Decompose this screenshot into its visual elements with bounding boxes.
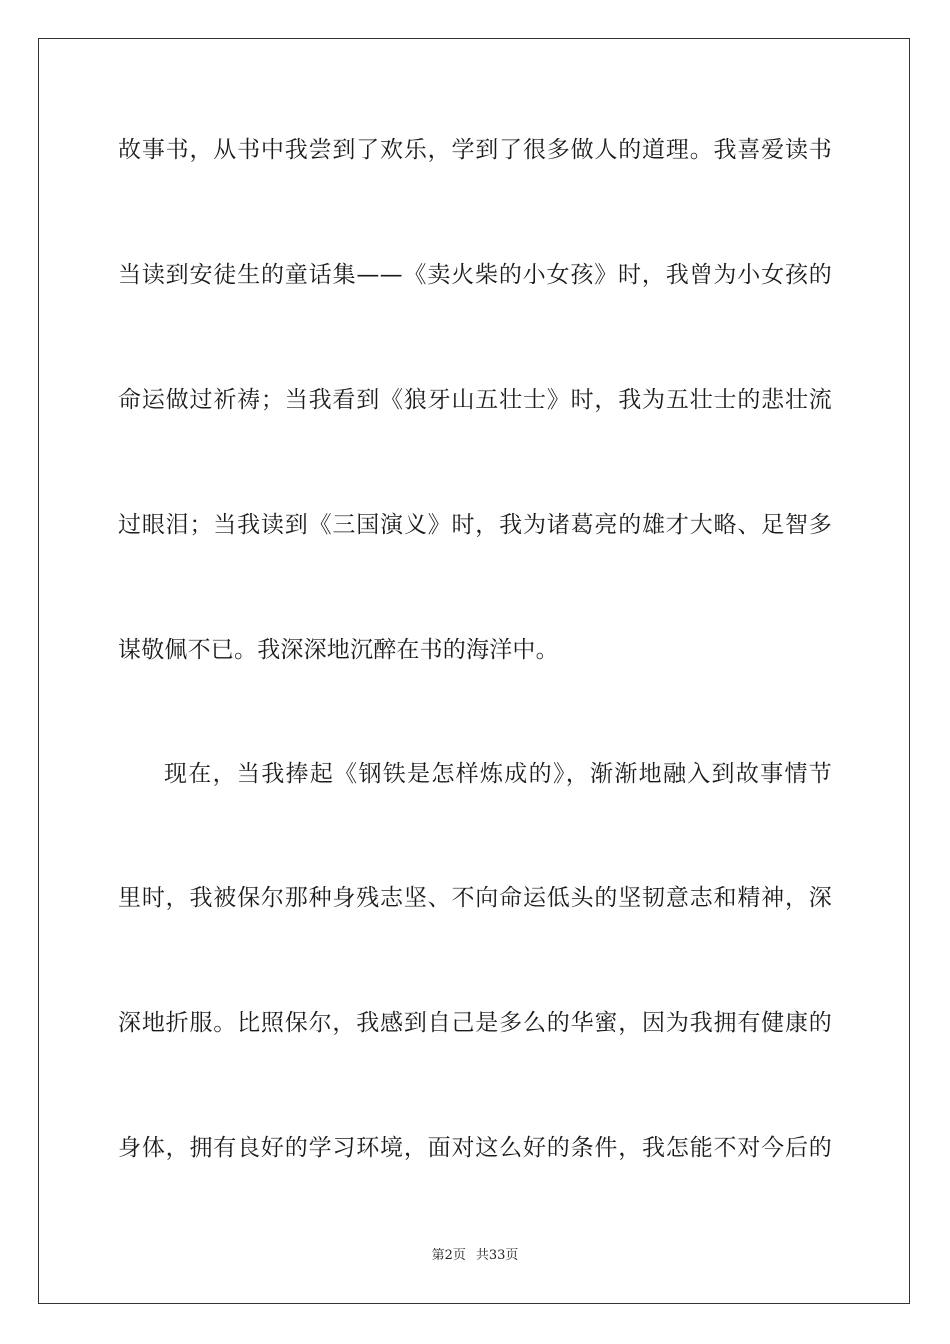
paragraph-line: 身体，拥有良好的学习环境，面对这么好的条件，我怎能不对今后的 (118, 1135, 832, 1161)
page-border (38, 38, 910, 1304)
paragraph-first-line: 现在，当我捧起《钢铁是怎样炼成的》，渐渐地融入到故事情节 (164, 761, 832, 787)
page-number: 第2页 (431, 1248, 466, 1263)
paragraph-line: 过眼泪；当我读到《三国演义》时，我为诸葛亮的雄才大略、足智多 (118, 512, 832, 538)
paragraph-line: 里时，我被保尔那种身残志坚、不向命运低头的坚韧意志和精神，深 (118, 885, 832, 911)
paragraph-line: 当读到安徒生的童话集——《卖火柴的小女孩》时，我曾为小女孩的 (118, 262, 832, 288)
page-footer (0, 1247, 950, 1265)
page-total: 共33页 (475, 1248, 519, 1263)
paragraph-line: 谋敬佩不已。我深深地沉醉在书的海洋中。 (118, 637, 559, 663)
paragraph-line: 命运做过祈祷；当我看到《狼牙山五壮士》时，我为五壮士的悲壮流 (118, 387, 832, 413)
paragraph-line: 深地折服。比照保尔，我感到自己是多么的华蜜，因为我拥有健康的 (118, 1010, 832, 1036)
paragraph-line: 故事书，从书中我尝到了欢乐，学到了很多做人的道理。我喜爱读书 (118, 137, 832, 163)
